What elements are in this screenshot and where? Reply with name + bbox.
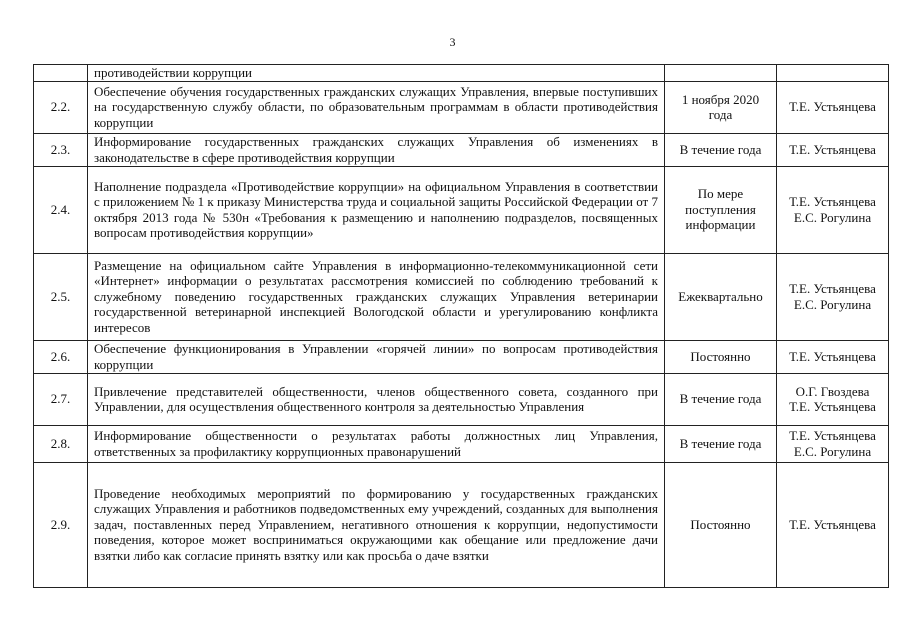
table-row	[34, 425, 889, 462]
responsible-person: О.Г. Гвоздева	[795, 383, 870, 399]
item-description: Привлечение представителей общественности, членов общественного совета, созданного при Управлении, для осуществления общественного контроля за деятельностью Управления	[88, 373, 665, 425]
item-description: противодействии коррупции	[88, 65, 665, 82]
item-number: 2.8.	[34, 425, 88, 462]
item-deadline	[665, 65, 777, 82]
item-description: Обеспечение функционирования в Управлении «горячей линии» по вопросам противодействия коррупции	[88, 340, 665, 373]
item-responsible	[777, 65, 889, 82]
table-row	[34, 253, 889, 340]
item-deadline: В течение года	[665, 373, 777, 425]
item-deadline: В течение года	[665, 133, 777, 166]
table-row	[34, 133, 889, 166]
item-number: 2.5.	[34, 253, 88, 340]
item-deadline: Ежеквартально	[665, 253, 777, 340]
item-deadline: В течение года	[665, 425, 777, 462]
item-deadline: 1 ноября 2020 года	[665, 81, 777, 133]
item-responsible	[777, 462, 889, 587]
action-plan-table	[33, 64, 889, 588]
responsible-person: Т.Е. Устьянцева	[789, 516, 876, 532]
item-number	[34, 65, 88, 82]
table-row	[34, 81, 889, 133]
item-description: Информирование государственных гражданских служащих Управления об изменениях в законодательстве в сфере противодействия коррупции	[88, 133, 665, 166]
page-number: 3	[449, 35, 456, 49]
responsible-person: Т.Е. Устьянцева	[789, 99, 876, 115]
item-number: 2.4.	[34, 166, 88, 253]
item-number: 2.7.	[34, 373, 88, 425]
item-description: Размещение на официальном сайте Управления в информационно-телекоммуникационной сети «Интернет» информации о результатах рассмотрения комиссией по соблюдению требований к служебному поведению государственных гражданских служащих Управления ветеринарии государственной ветеринарной инспекцией Вологодской области и урегулированию конфликта интересов	[88, 253, 665, 340]
item-responsible	[777, 133, 889, 166]
item-description: Обеспечение обучения государственных гражданских служащих Управления, впервые поступивших на государственную службу области, по образовательным программам в области противодействия коррупции	[88, 81, 665, 133]
item-responsible	[777, 373, 889, 425]
item-number: 2.6.	[34, 340, 88, 373]
table-row	[34, 340, 889, 373]
item-number: 2.3.	[34, 133, 88, 166]
item-deadline: Постоянно	[665, 340, 777, 373]
item-number: 2.2.	[34, 81, 88, 133]
item-deadline: Постоянно	[665, 462, 777, 587]
responsible-person: Е.С. Рогулина	[793, 209, 872, 225]
table-row	[34, 373, 889, 425]
item-description: Наполнение подраздела «Противодействие коррупции» на официальном Управления в соответствии с приложением № 1 к приказу Министерства труда и социальной защиты Российской Федерации от 7 октября 2013 года № 530н «Требования к размещению и наполнению подразделов, посвященных вопросам противодействия коррупции»	[88, 166, 665, 253]
item-responsible	[777, 81, 889, 133]
item-responsible	[777, 166, 889, 253]
item-responsible	[777, 253, 889, 340]
item-number: 2.9.	[34, 462, 88, 587]
table-row	[34, 462, 889, 587]
table-row	[34, 166, 889, 253]
responsible-person: Т.Е. Устьянцева	[789, 141, 876, 157]
responsible-person: Т.Е. Устьянцева	[789, 428, 876, 443]
item-responsible	[777, 340, 889, 373]
responsible-person: Е.С. Рогулина	[793, 296, 872, 312]
responsible-person: Т.Е. Устьянцева	[789, 281, 876, 296]
responsible-person: Т.Е. Устьянцева	[789, 399, 876, 414]
responsible-person: Т.Е. Устьянцева	[789, 348, 876, 364]
responsible-person: Т.Е. Устьянцева	[789, 194, 876, 209]
item-description: Проведение необходимых мероприятий по формированию у государственных гражданских служащих Управления и работников подведомственных ему учреждений, созданных для выполнения задач, поставленных перед Управлением, негативного отношения к коррупции, недопустимости поведения, которое может восприниматься окружающими как обещание или предложение дачи взятки либо как согласие принять взятку или как просьба о даче взятки	[88, 462, 665, 587]
item-responsible	[777, 425, 889, 462]
responsible-person: Е.С. Рогулина	[793, 443, 872, 459]
item-description: Информирование общественности о результатах работы должностных лиц Управления, ответственных за профилактику коррупционных правонарушений	[88, 425, 665, 462]
item-deadline: По мере поступления информации	[665, 166, 777, 253]
table-row	[34, 65, 889, 82]
